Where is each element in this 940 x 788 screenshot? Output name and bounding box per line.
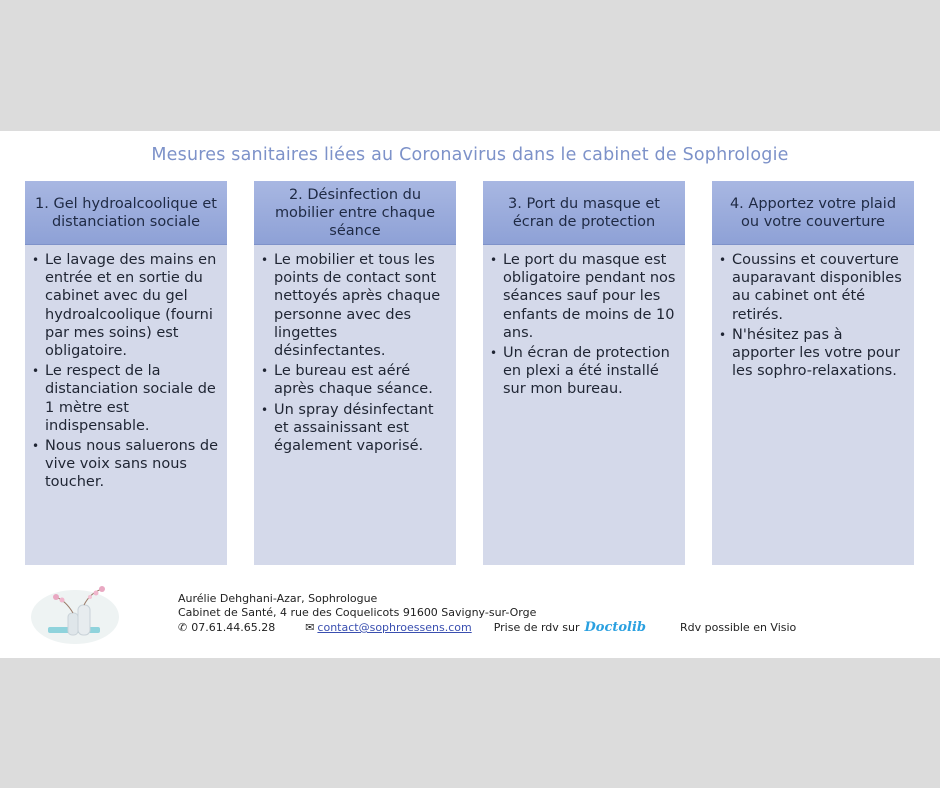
column-bullet-list	[483, 245, 685, 399]
rdv-label: Prise de rdv sur	[493, 621, 580, 634]
column-heading: 4. Apportez votre plaid ou votre couverture	[712, 181, 914, 245]
column-bullet-list	[254, 245, 456, 455]
footer	[0, 575, 940, 658]
bullet-item: • Le bureau est aéré après chaque séance.	[274, 362, 450, 398]
column-bullet-list	[25, 245, 227, 492]
bullet-item: • Le mobilier et tous les points de contact sont nettoyés après chaque personne avec des lingettes désinfectantes.	[274, 251, 450, 360]
mail-icon: ✉	[305, 621, 315, 634]
email-link[interactable]: contact@sophroessens.com	[317, 621, 472, 634]
column-2	[254, 181, 456, 565]
column-3	[483, 181, 685, 565]
bullet-item: • N'hésitez pas à apporter les votre pour les sophro-relaxations.	[732, 326, 908, 381]
infographic-card	[0, 131, 940, 658]
column-1	[25, 181, 227, 565]
contact-row	[178, 620, 796, 635]
phone-number: 07.61.44.65.28	[191, 621, 276, 634]
bullet-item: • Le port du masque est obligatoire pendant nos séances sauf pour les enfants de moins de 10 ans.	[503, 251, 679, 342]
page-title: Mesures sanitaires liées au Coronavirus dans le cabinet de Sophrologie	[151, 145, 789, 165]
therapist-name: Aurélie Dehghani-Azar, Sophrologue	[178, 592, 378, 605]
column-heading: 3. Port du masque et écran de protection	[483, 181, 685, 245]
column-4	[712, 181, 914, 565]
flower-vase-logo	[30, 583, 120, 645]
visio-note: Rdv possible en Visio	[680, 621, 797, 634]
bullet-item: • Coussins et couverture auparavant disponibles au cabinet ont été retirés.	[732, 251, 908, 324]
doctolib-logo[interactable]: Doctolib	[584, 620, 647, 635]
clinic-address: Cabinet de Santé, 4 rue des Coquelicots 91600 Savigny-sur-Orge	[178, 606, 537, 619]
bullet-item: • Un spray désinfectant et assainissant est également vaporisé.	[274, 401, 450, 456]
bullet-item: • Nous nous saluerons de vive voix sans nous toucher.	[45, 437, 221, 492]
bullet-item: • Le respect de la distanciation sociale de 1 mètre est indispensable.	[45, 362, 221, 435]
phone-icon: ✆	[178, 621, 188, 634]
bullet-item: • Le lavage des mains en entrée et en sortie du cabinet avec du gel hydroalcoolique (fourni par mes soins) est obligatoire.	[45, 251, 221, 360]
column-heading: 2. Désinfection du mobilier entre chaque séance	[254, 181, 456, 245]
column-heading: 1. Gel hydroalcoolique et distanciation sociale	[25, 181, 227, 245]
column-bullet-list	[712, 245, 914, 380]
bullet-item: • Un écran de protection en plexi a été installé sur mon bureau.	[503, 344, 679, 399]
